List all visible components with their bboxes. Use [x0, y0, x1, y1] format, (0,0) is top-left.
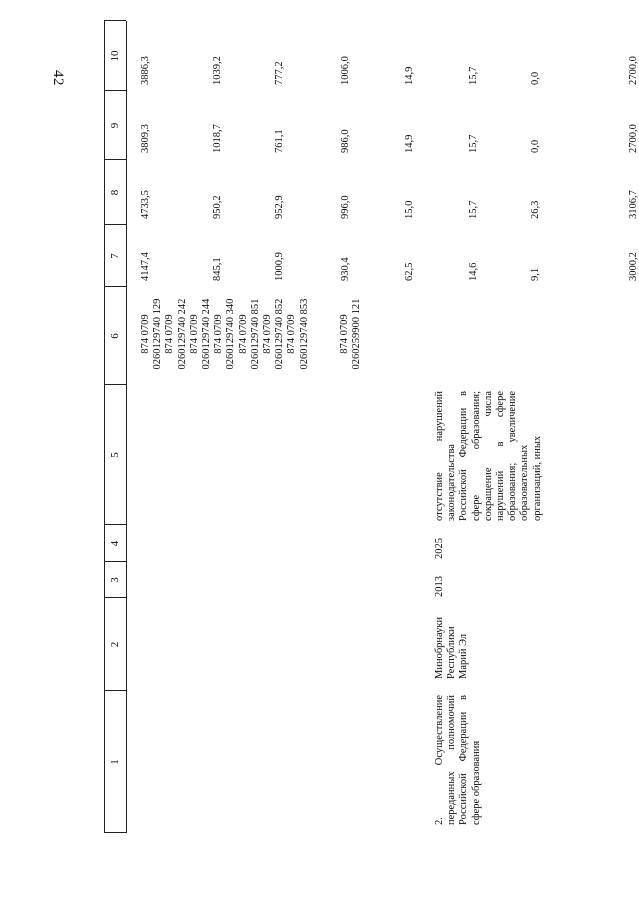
amount-cell: 950,2 — [212, 195, 223, 219]
budget-code: 874 0709 0260129740 129 — [140, 298, 164, 370]
budget-codes — [140, 288, 363, 380]
amount-cell: 14,9 — [404, 66, 415, 85]
end-year: 2025 — [434, 538, 445, 559]
header-col-3: 3 — [109, 577, 121, 583]
amount-cell: 15,0 — [404, 200, 415, 219]
amount-cell: 996,0 — [340, 195, 351, 219]
amount-cell: 9,1 — [530, 267, 541, 281]
amount-cell: 14,6 — [468, 262, 479, 281]
amount-cell: 26,3 — [530, 200, 541, 219]
header-col-10: 10 — [109, 50, 121, 62]
amount-cell: 3809,3 — [140, 124, 151, 153]
amount-cell: 0,0 — [530, 71, 541, 85]
measure-name: 2. Осуществление переданных полномочий Российской Федерации в сфере образования — [434, 695, 482, 825]
budget-code: 874 0709 0260129740 852 — [262, 298, 286, 370]
header-col-9: 9 — [109, 122, 121, 129]
header-col-8: 8 — [109, 189, 121, 196]
amount-cell: 15,7 — [468, 134, 479, 153]
amount-cell: 1018,7 — [212, 124, 223, 153]
amount-cell: 1000,9 — [274, 252, 285, 281]
executor: Минобрнауки Республики Марий Эл — [434, 616, 470, 679]
amount-cell: 777,2 — [274, 61, 285, 85]
amount-cell: 0,0 — [530, 139, 541, 153]
header-top-rule — [104, 21, 105, 833]
budget-code: 874 0709 0260129740 851 — [237, 298, 261, 370]
header-col-6: 6 — [109, 333, 121, 339]
budget-code: 874 0709 0260129740 242 — [164, 298, 188, 370]
amount-cell: 2700,0 — [628, 56, 639, 85]
amount-cell: 761,1 — [274, 129, 285, 153]
page-number: 42 — [50, 70, 66, 86]
amount-cell: 4733,5 — [140, 190, 151, 219]
budget-code: 874 0709 0260259900 121 — [338, 298, 363, 370]
amount-cell: 1006,0 — [340, 56, 351, 85]
budget-code: 874 0709 0260129740 244 — [188, 298, 213, 370]
amount-cell: 3106,7 — [628, 190, 639, 219]
amount-cell: 930,4 — [340, 257, 351, 281]
amount-cell: 2700,0 — [628, 124, 639, 153]
header-col-2: 2 — [109, 641, 121, 648]
amount-cell: 3886,3 — [140, 56, 151, 85]
amount-cell: 14,9 — [404, 134, 415, 153]
header-col-7: 7 — [109, 253, 121, 259]
header-col-1: 1 — [109, 759, 121, 765]
header-bottom-rule — [126, 21, 127, 833]
amount-cell: 845,1 — [212, 257, 223, 281]
header-col-4: 4 — [109, 540, 121, 547]
start-year: 2013 — [434, 576, 445, 597]
amount-cell: 15,7 — [468, 200, 479, 219]
budget-code: 874 0709 0260129740 853 — [286, 298, 310, 370]
amount-cell: 15,7 — [468, 66, 479, 85]
header-col-5: 5 — [109, 452, 121, 458]
amount-cell: 986,0 — [340, 129, 351, 153]
amount-cell: 3000,2 — [628, 252, 639, 281]
expected-result: отсутствие нарушений законодательства Российской Федерации в сфере образования; сокращение числа нарушений в сфере образования; увеличение образовательных организаций, иных — [434, 391, 543, 521]
amount-cell: 952,9 — [274, 195, 285, 219]
amount-cell: 62,5 — [404, 262, 415, 281]
budget-code: 874 0709 0260129740 340 — [213, 298, 237, 370]
amount-cell: 4147,4 — [140, 252, 151, 281]
amount-cell: 1039,2 — [212, 56, 223, 85]
